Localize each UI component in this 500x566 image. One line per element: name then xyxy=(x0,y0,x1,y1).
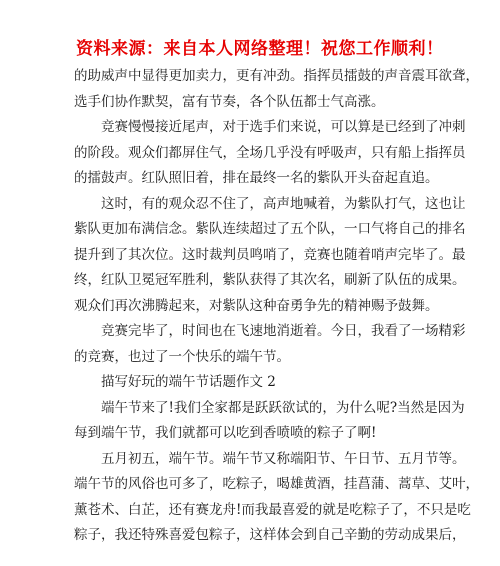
text-line: 提升到了其次位。这时裁判员鸣哨了，竞赛也随着哨声完毕了。最 xyxy=(74,246,466,263)
text-line: 的助威声中显得更加卖力，更有冲劲。指挥员擂鼓的声音震耳欲聋， xyxy=(74,68,479,84)
text-line: 紫队更加布满信念。紫队连续超过了五个队，一口气将自己的排名 xyxy=(74,221,466,237)
text-line: 的竞赛，也过了一个快乐的端午节。 xyxy=(74,348,290,365)
text-line: 粽子，我还特殊喜爱包粽子，这样体会到自己辛勤的劳动成果后， xyxy=(74,527,466,543)
text-line: 这时，有的观众忍不住了，高声地喊着，为紫队打气，这也让 xyxy=(101,195,466,212)
text-line: 的阶段。观众们都屏住气，全场几乎没有呼吸声，只有船上指挥员 xyxy=(74,144,466,161)
text-line: 竞赛完毕了，时间也在飞速地消逝着。今日，我看了一场精彩 xyxy=(101,323,466,339)
source-header: 资料来源：来自本人网络整理！祝您工作顺利！ xyxy=(76,39,444,59)
text-line: 薰苍术、白芷，还有赛龙舟!而我最喜爱的就是吃粽子了，不只是吃 xyxy=(74,501,471,518)
text-line: 观众们再次沸腾起来，对紫队这种奋勇争先的精神赐予鼓舞。 xyxy=(74,297,439,314)
text-line: 描写好玩的端午节话题作文 2 xyxy=(101,374,276,390)
text-line: 终，红队卫冕冠军胜利，紫队获得了其次名，刷新了队伍的成果。 xyxy=(74,272,466,288)
text-line: 选手们协作默契，富有节奏，各个队伍都士气高涨。 xyxy=(74,93,385,110)
text-line: 端午节的风俗也可多了，吃粽子，喝雄黄酒，挂菖蒲、蒿草、艾叶， xyxy=(74,476,479,492)
text-line: 五月初五，端午节。端午节又称端阳节、午日节、五月节等。 xyxy=(101,450,466,467)
text-line: 的擂鼓声。红队照旧着，排在最终一名的紫队开头奋起直追。 xyxy=(74,170,439,186)
text-line: 端午节来了!我们全家都是跃跃欲试的，为什么呢?当然是因为 xyxy=(101,399,465,416)
article-body xyxy=(74,64,479,549)
text-line: 每到端午节，我们就都可以吃到香喷喷的粽子了啊! xyxy=(74,425,377,441)
text-line: 竞赛慢慢接近尾声，对于选手们来说，可以算是已经到了冲刺 xyxy=(101,119,466,135)
